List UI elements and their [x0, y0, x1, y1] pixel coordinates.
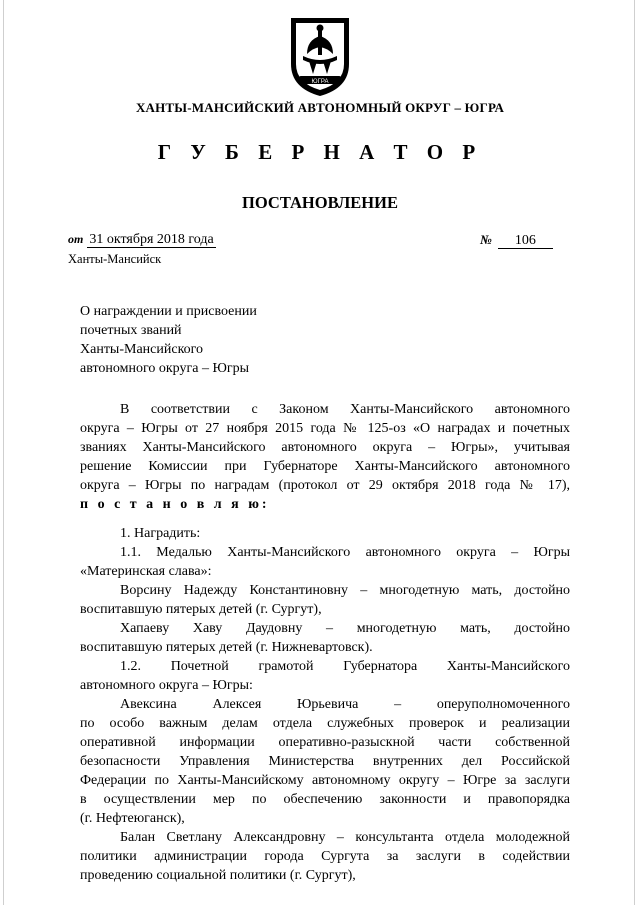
- document-date: 31 октября 2018 года: [89, 232, 214, 247]
- scan-edge-left: [3, 0, 4, 905]
- document-type: ПОСТАНОВЛЕНИЕ: [242, 193, 398, 212]
- date-line: [68, 232, 216, 248]
- coat-of-arms-emblem: [285, 14, 355, 98]
- body-line: воспитавшую пятерых детей (г. Сургут),: [80, 602, 322, 617]
- body-line: В соответствии с Законом Ханты-Мансийского автономного: [120, 402, 570, 417]
- body-line: по особо важным делам отдела служебных проверок и реализации: [80, 716, 570, 731]
- region-name: ХАНТЫ-МАНСИЙСКИЙ АВТОНОМНЫЙ ОКРУГ – ЮГРА: [135, 100, 505, 115]
- document-author: Г У Б Е Р Н А Т О Р: [157, 140, 483, 164]
- body-line: Хапаеву Хаву Даудовну – многодетную мать, достойно: [120, 621, 570, 636]
- number-prefix: №: [480, 232, 492, 247]
- body-line: проведению социальной политики (г. Сургут),: [80, 868, 356, 883]
- body-line: в осуществлении мер по обеспечению законности и правопорядка: [80, 792, 570, 807]
- document-subject: [80, 302, 257, 378]
- body-line: 1.1. Медалью Ханты-Мансийского автономного округа – Югры: [120, 545, 570, 560]
- subject-line: почетных званий: [80, 323, 182, 338]
- body-line: воспитавшую пятерых детей (г. Нижневартовск).: [80, 640, 373, 655]
- body-line: оперативной информации оперативно-разыскной части собственной: [80, 735, 570, 750]
- document-city: Ханты-Мансийск: [68, 252, 162, 266]
- body-line: округа – Югры от 27 ноября 2015 года № 125-оз «О наградах и почетных: [80, 421, 570, 436]
- body-line: 1. Наградить:: [120, 526, 201, 541]
- date-prefix: от: [68, 232, 84, 246]
- body-line: 1.2. Почетной грамотой Губернатора Ханты-Мансийского: [120, 659, 570, 674]
- body-line: (г. Нефтеюганск),: [80, 811, 185, 826]
- body-line: Федерации по Ханты-Мансийскому автономному округу – Югре за заслуги: [80, 773, 570, 788]
- subject-line: О награждении и присвоении: [80, 304, 257, 319]
- body-line: решение Комиссии при Губернаторе Ханты-Мансийского автономного: [80, 459, 570, 474]
- body-line: Авексина Алексея Юрьевича – оперуполномоченного: [120, 697, 570, 712]
- body-line: званиях Ханты-Мансийского автономного округа – Югры», учитывая: [80, 440, 570, 455]
- resolution-keyword: п о с т а н о в л я ю:: [80, 497, 270, 512]
- body-line: безопасности Управления Министерства внутренних дел Российской: [80, 754, 570, 769]
- number-line: [480, 232, 553, 249]
- body-line: Балан Светлану Александровну – консультанта отдела молодежной: [120, 830, 570, 845]
- body-line: политики администрации города Сургута за заслуги в содействии: [80, 849, 570, 864]
- body-line: округа – Югры по наградам (протокол от 29 октября 2018 года № 17),: [80, 478, 570, 493]
- subject-line: автономного округа – Югры: [80, 361, 249, 376]
- body-line: «Материнская слава»:: [80, 564, 212, 579]
- emblem-label: ЮГРА: [311, 79, 329, 85]
- body-line: Ворсину Надежду Константиновну – многодетную мать, достойно: [120, 583, 570, 598]
- document-number: 106: [498, 233, 553, 249]
- subject-line: Ханты-Мансийского: [80, 342, 204, 357]
- scan-edge-right: [634, 0, 635, 905]
- body-line: автономного округа – Югры:: [80, 678, 253, 693]
